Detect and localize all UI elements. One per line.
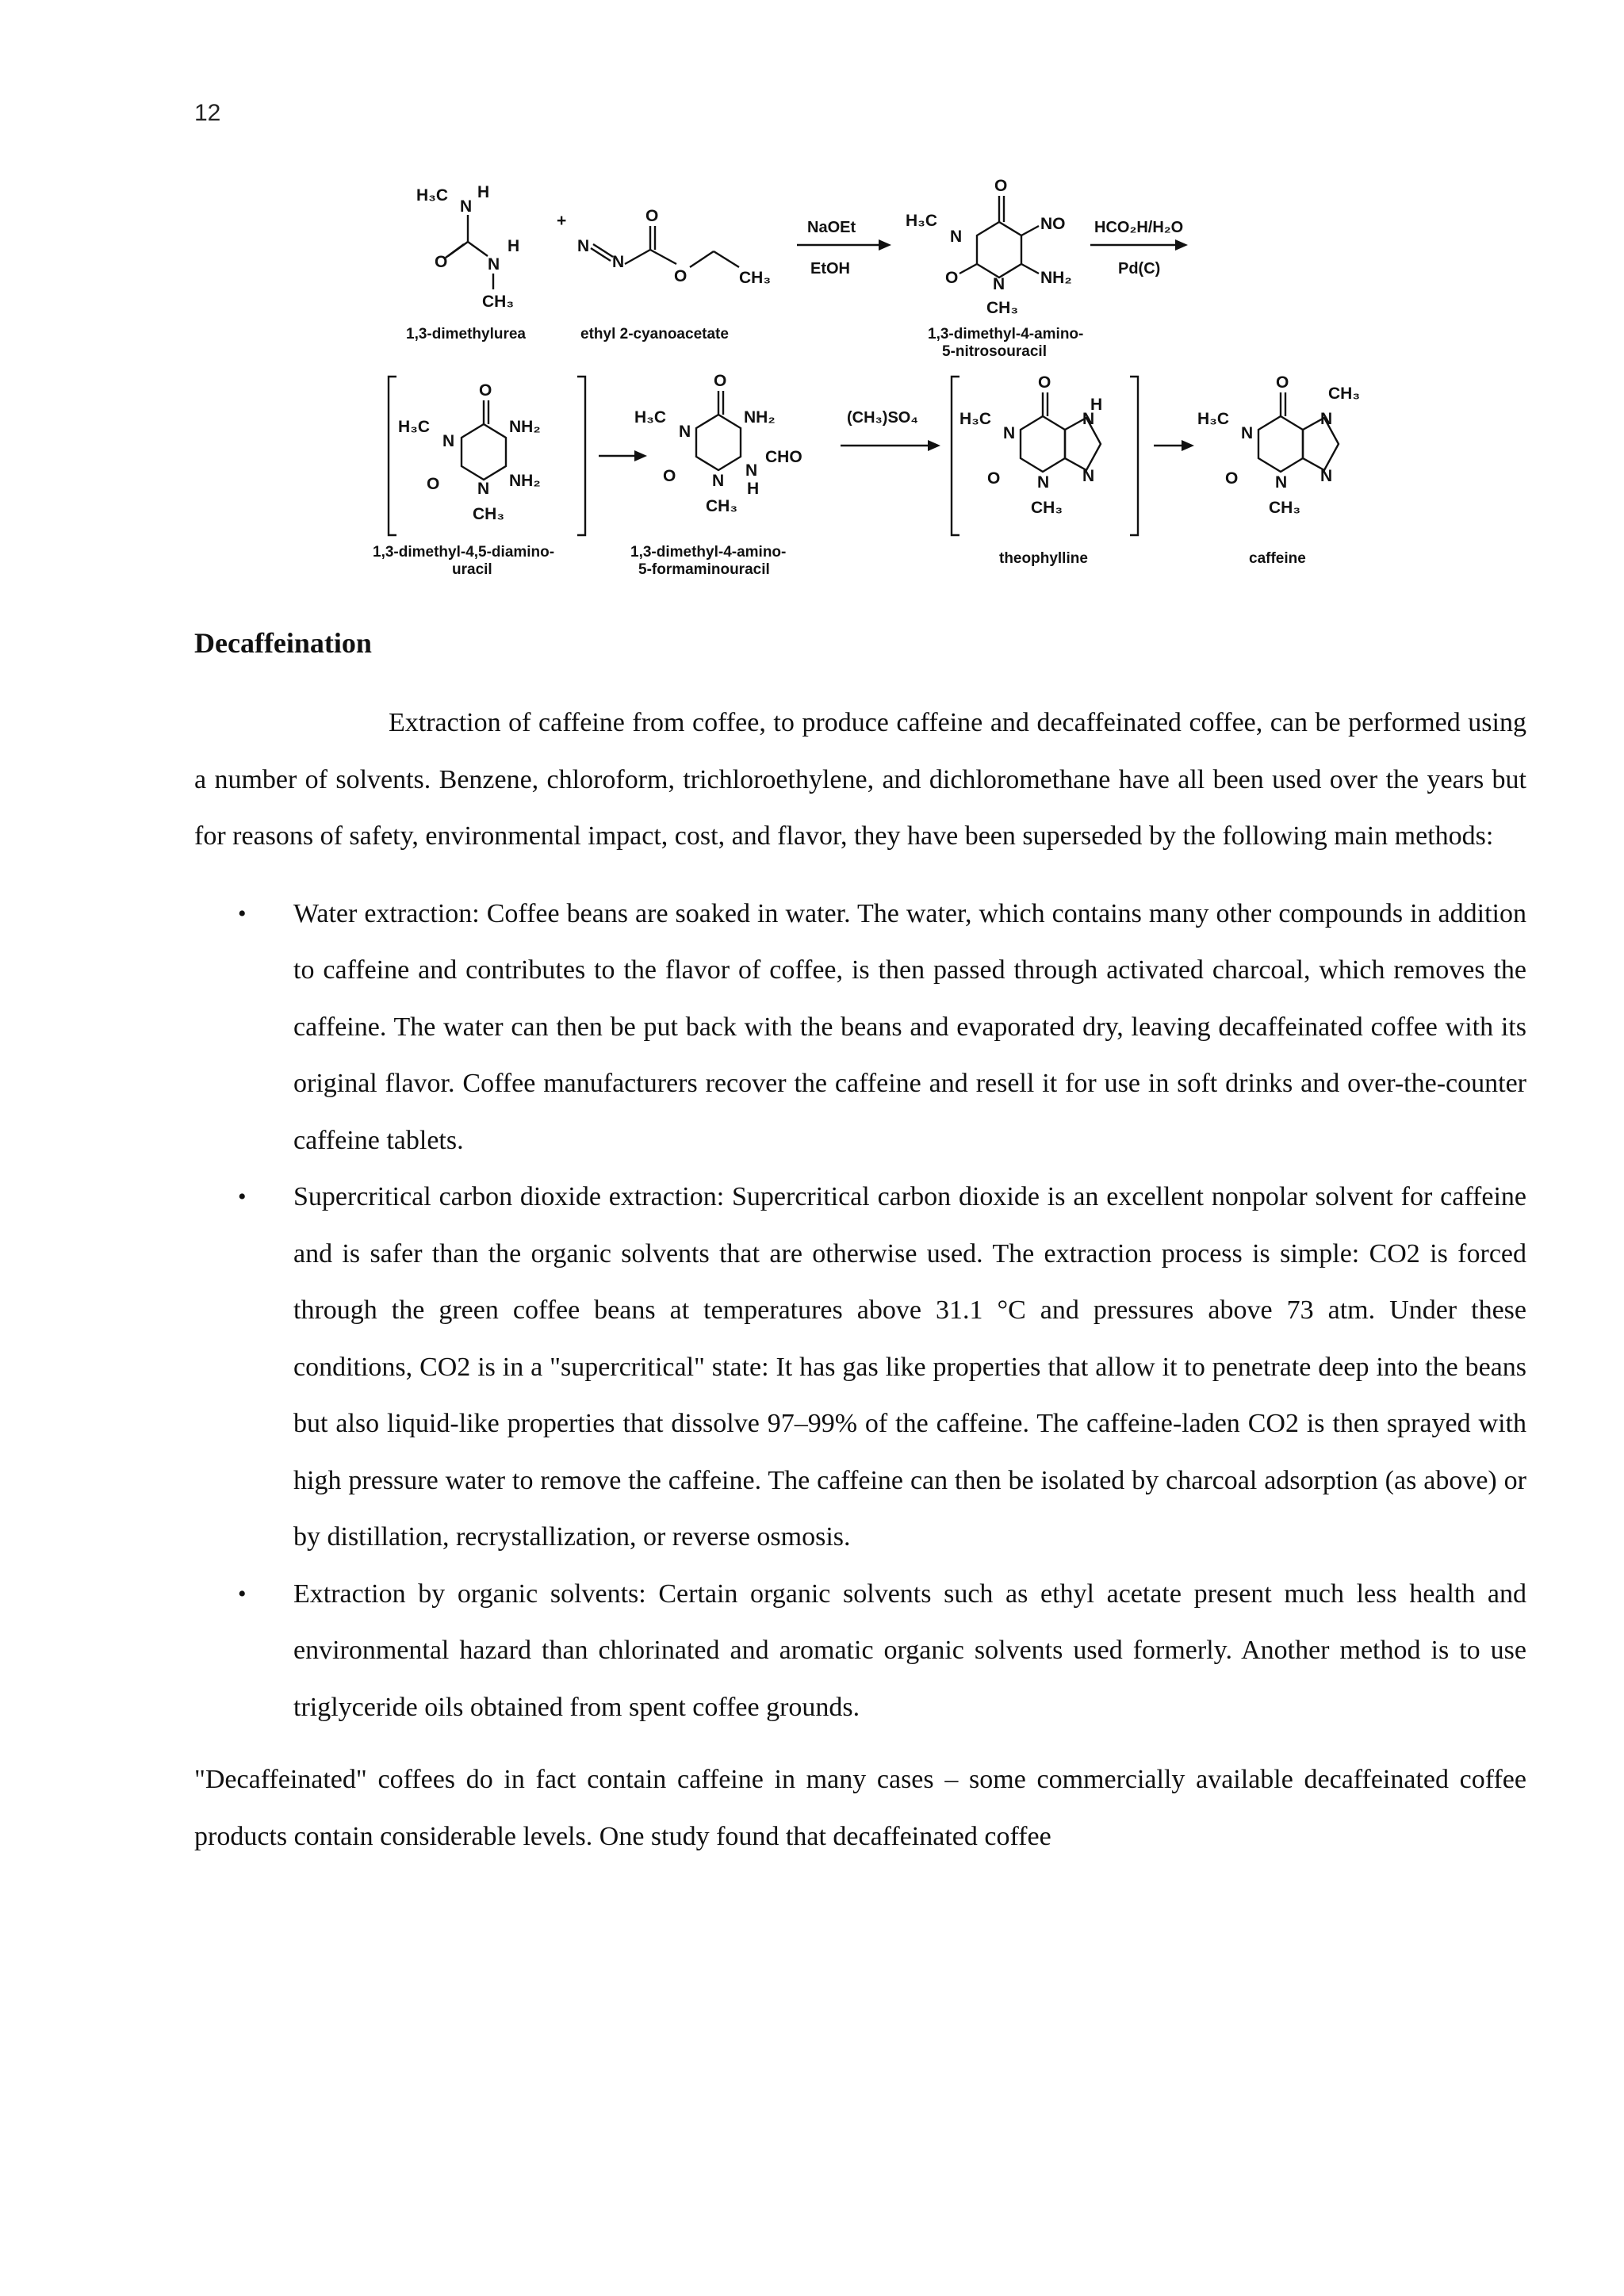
svg-text:CH₃: CH₃ <box>739 269 772 287</box>
svg-text:O: O <box>1276 373 1289 392</box>
svg-text:Pd(C): Pd(C) <box>1118 260 1161 277</box>
reaction-arrow-5 <box>1154 440 1194 451</box>
svg-text:H: H <box>477 183 490 201</box>
svg-text:H: H <box>1090 396 1103 414</box>
svg-text:NH₂: NH₂ <box>744 408 776 427</box>
theophylline-structure <box>952 373 1138 567</box>
svg-text:NO: NO <box>1040 215 1066 233</box>
dimethylurea-structure <box>406 183 526 342</box>
reaction-arrow-4 <box>841 409 940 451</box>
svg-text:H₃C: H₃C <box>416 186 449 205</box>
bullet-icon: • <box>238 900 247 927</box>
svg-text:NH₂: NH₂ <box>509 472 541 490</box>
bullet-icon: • <box>238 1184 247 1210</box>
svg-text:1,3-dimethyl-4-amino-: 1,3-dimethyl-4-amino- <box>928 326 1084 342</box>
svg-text:O: O <box>714 372 727 390</box>
svg-text:+: + <box>557 212 567 230</box>
svg-text:uracil: uracil <box>452 561 492 578</box>
reaction-arrow-1 <box>797 219 891 277</box>
closing-paragraph: "Decaffeinated" coffees do in fact contain caffeine in many cases – some commercially available decaffeinated coffee products contain considerable levels. One study found that decaffeinated coffee <box>194 1765 1526 1851</box>
svg-text:N: N <box>1082 410 1095 428</box>
svg-text:H: H <box>747 480 760 498</box>
svg-text:O: O <box>945 269 959 287</box>
svg-text:EtOH: EtOH <box>810 260 850 277</box>
svg-text:CH₃: CH₃ <box>1031 499 1063 517</box>
svg-text:O: O <box>987 469 1001 488</box>
list-item <box>194 1566 1526 1736</box>
svg-text:O: O <box>663 467 676 485</box>
svg-text:theophylline: theophylline <box>999 550 1088 567</box>
svg-text:O: O <box>645 207 659 225</box>
svg-text:O: O <box>994 177 1008 195</box>
method-organic-solvents: Extraction by organic solvents: Certain organic solvents such as ethyl acetate present much less health and environmental hazard than chlorinated and aromatic organic solvents used formerly. Another method is to use triglyceride oils obtained from spent coffee grounds. <box>293 1578 1526 1722</box>
svg-text:NH₂: NH₂ <box>509 418 541 436</box>
svg-text:N: N <box>745 461 758 480</box>
svg-text:O: O <box>1225 469 1239 488</box>
svg-text:O: O <box>435 253 448 271</box>
svg-text:HCO₂H/H₂O: HCO₂H/H₂O <box>1094 219 1184 236</box>
svg-text:5-formaminouracil: 5-formaminouracil <box>638 561 770 578</box>
intro-paragraph: Extraction of caffeine from coffee, to produce caffeine and decaffeinated coffee, can be performed using a number of solvents. Benzene, chloroform, trichloroethylene, and dichloromethane have all been used over the years but for reasons of safety, environmental impact, cost, and flavor, they have been superseded by the following main methods: <box>194 708 1526 851</box>
svg-text:H₃C: H₃C <box>398 418 431 436</box>
svg-text:N: N <box>1003 424 1016 442</box>
reaction-arrow-2 <box>1090 219 1188 277</box>
svg-text:N: N <box>477 480 490 498</box>
svg-text:O: O <box>479 381 492 400</box>
svg-text:N: N <box>679 423 691 441</box>
methods-list <box>194 886 1526 1736</box>
bullet-icon: • <box>238 1580 247 1607</box>
document-body <box>194 626 1526 1865</box>
list-item <box>194 1169 1526 1566</box>
svg-text:1,3-dimethyl-4-amino-: 1,3-dimethyl-4-amino- <box>630 544 787 561</box>
svg-text:O: O <box>674 267 688 285</box>
page-number: 12 <box>194 100 221 126</box>
svg-text:H₃C: H₃C <box>1197 410 1230 428</box>
svg-text:N: N <box>712 472 725 490</box>
svg-text:N: N <box>1241 424 1254 442</box>
caffeine-synthesis-scheme <box>373 163 1364 607</box>
svg-text:O: O <box>427 475 440 493</box>
svg-text:5-nitrosouracil: 5-nitrosouracil <box>942 343 1047 360</box>
caffeine-structure <box>1197 373 1360 567</box>
svg-text:N: N <box>1320 467 1333 485</box>
svg-text:N: N <box>1275 473 1288 492</box>
svg-text:N: N <box>950 228 963 246</box>
svg-text:N: N <box>577 237 590 255</box>
svg-text:H₃C: H₃C <box>959 410 992 428</box>
svg-text:CH₃: CH₃ <box>1328 385 1361 403</box>
svg-text:CH₃: CH₃ <box>482 293 515 311</box>
svg-text:N: N <box>1082 467 1095 485</box>
svg-text:CH₃: CH₃ <box>1269 499 1301 517</box>
svg-text:N: N <box>1037 473 1050 492</box>
section-heading: Decaffeination <box>194 627 372 659</box>
svg-text:O: O <box>1038 373 1051 392</box>
svg-text:1,3-dimethyl-4,5-diamino-: 1,3-dimethyl-4,5-diamino- <box>373 544 555 561</box>
svg-text:N: N <box>612 253 625 271</box>
svg-text:H: H <box>508 237 520 255</box>
cyanoacetate-structure <box>577 207 771 342</box>
reaction-arrow-3 <box>599 450 647 461</box>
svg-text:N: N <box>488 255 500 274</box>
svg-text:ethyl 2-cyanoacetate: ethyl 2-cyanoacetate <box>580 326 729 342</box>
svg-text:H₃C: H₃C <box>906 212 938 230</box>
svg-text:N: N <box>993 275 1005 293</box>
svg-text:H₃C: H₃C <box>634 408 667 427</box>
svg-text:(CH₃)SO₄: (CH₃)SO₄ <box>847 409 918 427</box>
svg-text:NH₂: NH₂ <box>1040 269 1072 287</box>
list-item <box>194 886 1526 1169</box>
svg-text:CHO: CHO <box>765 448 802 466</box>
svg-text:1,3-dimethylurea: 1,3-dimethylurea <box>406 326 526 342</box>
nitrosouracil-structure <box>906 177 1083 360</box>
method-water-extraction: Water extraction: Coffee beans are soaked in water. The water, which contains many other compounds in addition to caffeine and contributes to the flavor of coffee, is then passed through activated charcoal, which removes the caffeine. The water can then be put back with the beans and evaporated dry, leaving decaffeinated coffee with its original flavor. Coffee manufacturers recover the caffeine and resell it for use in soft drinks and over-the-counter caffeine tablets. <box>293 898 1526 1155</box>
diaminouracil-structure <box>373 377 585 578</box>
svg-text:caffeine: caffeine <box>1249 550 1306 567</box>
svg-text:CH₃: CH₃ <box>986 299 1019 317</box>
svg-text:CH₃: CH₃ <box>473 505 505 523</box>
svg-text:CH₃: CH₃ <box>706 497 738 515</box>
method-supercritical-co2: Supercritical carbon dioxide extraction: Supercritical carbon dioxide is an excellent nonpolar solvent for caffeine and is safer than the organic solvents that are otherwise used. The extraction process is simple: CO2 is forced through the green coffee beans at temperatures above 31.1 °C and pressures above 73 atm. Under these conditions, CO2 is in a "supercritical" state: It has gas like properties that allow it to penetrate deep into the beans but also liquid-like properties that dissolve 97–99% of the caffeine. The caffeine-laden CO2 is then sprayed with high pressure water to remove the caffeine. The caffeine can then be isolated by charcoal adsorption (as above) or by distillation, recrystallization, or reverse osmosis. <box>293 1182 1526 1552</box>
formaminouracil-structure <box>630 372 802 578</box>
svg-text:N: N <box>1320 410 1333 428</box>
svg-text:NaOEt: NaOEt <box>807 219 856 236</box>
svg-text:N: N <box>442 432 455 450</box>
svg-text:N: N <box>460 197 473 216</box>
